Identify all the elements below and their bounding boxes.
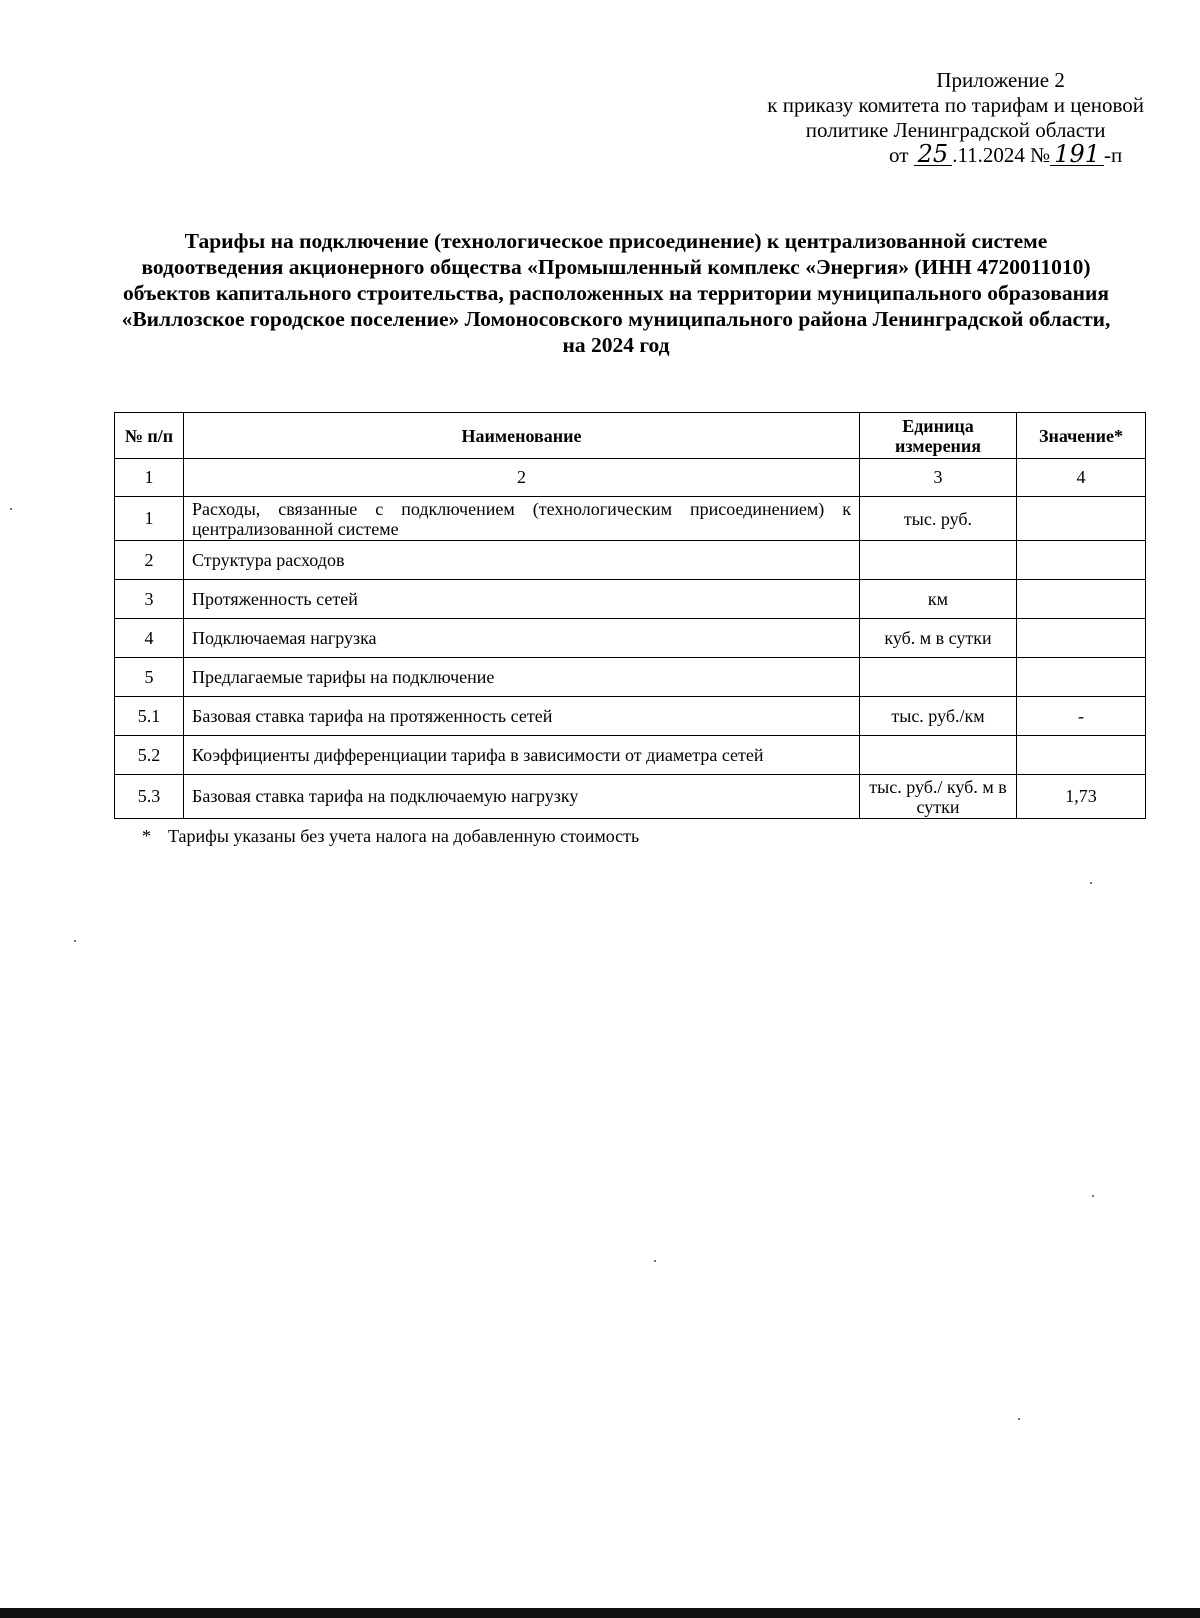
row-num: 5.1 <box>115 697 184 736</box>
scan-speck <box>10 508 12 510</box>
row-name: Подключаемая нагрузка <box>184 619 860 658</box>
row-name: Протяженность сетей <box>184 580 860 619</box>
scan-border-bottom <box>0 1608 1200 1618</box>
scan-speck <box>1090 882 1092 884</box>
scan-speck <box>74 940 76 942</box>
table-row <box>115 736 1146 775</box>
table-row <box>115 775 1146 819</box>
row-unit: куб. м в сутки <box>860 619 1017 658</box>
row-num: 1 <box>115 497 184 541</box>
appendix-line1: Приложение 2 <box>936 68 1065 92</box>
header-name: Наименование <box>184 413 860 459</box>
index-cell: 2 <box>184 459 860 497</box>
table-row <box>115 619 1146 658</box>
row-value <box>1017 541 1146 580</box>
scan-speck <box>1018 1418 1020 1420</box>
column-index-row <box>115 459 1146 497</box>
table-row <box>115 697 1146 736</box>
row-name: Предлагаемые тарифы на подключение <box>184 658 860 697</box>
row-name: Структура расходов <box>184 541 860 580</box>
footnote <box>142 826 639 847</box>
row-name: Расходы, связанные с подключением (технологическим присоединением) к централизованной системе <box>184 497 860 541</box>
handwritten-day: 25 <box>914 143 953 166</box>
header-value: Значение* <box>1017 413 1146 459</box>
row-value <box>1017 736 1146 775</box>
row-num: 5.2 <box>115 736 184 775</box>
row-num: 5.3 <box>115 775 184 819</box>
appendix-line2: к приказу комитета по тарифам и ценовой <box>767 93 1144 117</box>
row-num: 5 <box>115 658 184 697</box>
appendix-date-line <box>767 140 1144 168</box>
table-row <box>115 580 1146 619</box>
scan-speck <box>1092 1195 1094 1197</box>
appendix-line3: политике Ленинградской области <box>805 118 1106 142</box>
tariff-table <box>114 412 1146 819</box>
table-header-row <box>115 413 1146 459</box>
row-unit <box>860 541 1017 580</box>
appendix-header <box>767 68 1144 168</box>
row-value: 1,73 <box>1017 775 1146 819</box>
row-value <box>1017 580 1146 619</box>
header-num: № п/п <box>115 413 184 459</box>
row-name: Базовая ставка тарифа на протяженность сетей <box>184 697 860 736</box>
row-num: 3 <box>115 580 184 619</box>
index-cell: 3 <box>860 459 1017 497</box>
row-unit: тыс. руб./км <box>860 697 1017 736</box>
table-row <box>115 541 1146 580</box>
footnote-text: Тарифы указаны без учета налога на добавленную стоимость <box>168 826 640 846</box>
document-title: Тарифы на подключение (технологическое присоединение) к централизованной системе водоотведения акционерного общества «Промышленный комплекс «Энергия» (ИНН 4720011010) объектов капитального строительства, расположенных на территории муниципального образования «Виллозское городское поселение» Ломоносовского муниципального района Ленинградской области, на 2024 год <box>121 229 1111 357</box>
row-unit <box>860 736 1017 775</box>
row-num: 4 <box>115 619 184 658</box>
table-row <box>115 497 1146 541</box>
row-value <box>1017 497 1146 541</box>
index-cell: 1 <box>115 459 184 497</box>
number-suffix: -п <box>1104 143 1123 167</box>
row-unit <box>860 658 1017 697</box>
row-value <box>1017 619 1146 658</box>
row-unit: км <box>860 580 1017 619</box>
row-value <box>1017 658 1146 697</box>
row-value: - <box>1017 697 1146 736</box>
footnote-mark: * <box>142 826 151 846</box>
row-name: Коэффициенты дифференциации тарифа в зависимости от диаметра сетей <box>184 736 860 775</box>
header-unit: Единица измерения <box>860 413 1017 459</box>
date-prefix: от <box>888 143 909 167</box>
handwritten-order-number: 191 <box>1050 143 1104 166</box>
scan-speck <box>654 1260 656 1262</box>
row-unit: тыс. руб./ куб. м в сутки <box>860 775 1017 819</box>
date-rest: .11.2024 № <box>952 143 1051 167</box>
index-cell: 4 <box>1017 459 1146 497</box>
row-name: Базовая ставка тарифа на подключаемую нагрузку <box>184 775 860 819</box>
row-unit: тыс. руб. <box>860 497 1017 541</box>
table-row <box>115 658 1146 697</box>
row-num: 2 <box>115 541 184 580</box>
